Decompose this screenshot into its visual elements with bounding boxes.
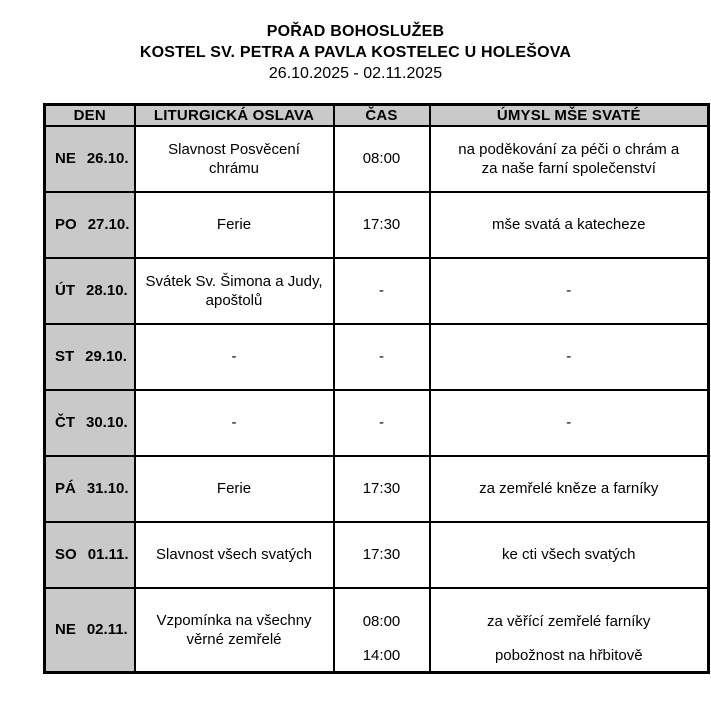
celebration-cell: -	[135, 324, 334, 390]
time-cell: -	[334, 324, 430, 390]
day-cell	[45, 588, 135, 673]
col-header-cas: ČAS	[334, 105, 430, 126]
celebration-cell: Svátek Sv. Šimona a Judy, apoštolů	[135, 258, 334, 324]
day-abbrev: NE	[55, 621, 76, 639]
day-cell	[45, 324, 135, 390]
day-date: 02.11.	[86, 621, 128, 639]
day-cell	[45, 126, 135, 192]
time-cell: 17:30	[334, 522, 430, 588]
col-header-umysl: ÚMYSL MŠE SVATÉ	[430, 105, 709, 126]
day-abbrev: SO	[55, 546, 77, 563]
col-header-liturgicka-oslava: LITURGICKÁ OSLAVA	[135, 105, 334, 126]
day-date: 01.11.	[87, 546, 129, 563]
celebration-cell: Slavnost Posvěcení chrámu	[135, 126, 334, 192]
day-cell	[45, 390, 135, 456]
intention-cell: -	[430, 324, 709, 390]
intention-second: pobožnost na hřbitově	[494, 647, 643, 665]
celebration-cell: Slavnost všech svatých	[135, 522, 334, 588]
day-cell	[45, 456, 135, 522]
day-abbrev: ÚT	[55, 282, 75, 299]
day-date: 30.10.	[86, 414, 128, 431]
table-row	[45, 456, 709, 522]
time-cell: -	[334, 390, 430, 456]
day-abbrev: ČT	[55, 414, 75, 431]
day-abbrev: PO	[55, 216, 77, 233]
intention-cell	[430, 588, 709, 673]
table-row	[45, 324, 709, 390]
day-date: 26.10.	[86, 150, 129, 167]
document-header	[0, 0, 711, 84]
time-first: 08:00	[362, 613, 401, 631]
table-row	[45, 192, 709, 258]
intention-cell: ke cti všech svatých	[430, 522, 709, 588]
day-cell	[45, 522, 135, 588]
table-row	[45, 126, 709, 192]
celebration-cell: Ferie	[135, 192, 334, 258]
time-cell: 08:00	[334, 126, 430, 192]
day-date: 28.10.	[86, 282, 128, 299]
header-row	[45, 105, 709, 126]
time-cell: 17:30	[334, 192, 430, 258]
page-subtitle: KOSTEL SV. PETRA A PAVLA KOSTELEC U HOLEŠOVA	[139, 44, 572, 61]
time-cell	[334, 588, 430, 673]
table-row	[45, 588, 709, 673]
time-cell: -	[334, 258, 430, 324]
schedule-table	[43, 103, 710, 674]
day-date: 29.10.	[85, 348, 127, 365]
time-second: 14:00	[362, 647, 401, 665]
intention-cell: za zemřelé kněze a farníky	[430, 456, 709, 522]
page-title: POŘAD BOHOSLUŽEB	[266, 23, 445, 40]
intention-cell: na poděkování za péči o chrám a za naše farní společenství	[430, 126, 709, 192]
day-abbrev: NE	[55, 150, 76, 167]
time-cell: 17:30	[334, 456, 430, 522]
celebration-cell: -	[135, 390, 334, 456]
intention-cell: mše svatá a katecheze	[430, 192, 709, 258]
day-cell	[45, 258, 135, 324]
day-abbrev: PÁ	[55, 480, 76, 497]
table-row	[45, 522, 709, 588]
day-abbrev: ST	[55, 348, 75, 365]
celebration-cell: Ferie	[135, 456, 334, 522]
col-header-den: DEN	[45, 105, 135, 126]
intention-first: za věřící zemřelé farníky	[487, 613, 651, 631]
table-row	[45, 258, 709, 324]
day-cell	[45, 192, 135, 258]
intention-cell: -	[430, 390, 709, 456]
celebration-cell: Vzpomínka na všechny věrné zemřelé	[135, 588, 334, 673]
intention-cell: -	[430, 258, 709, 324]
date-range: 26.10.2025 - 02.11.2025	[268, 65, 443, 82]
table-row	[45, 390, 709, 456]
day-date: 31.10.	[86, 480, 129, 497]
day-date: 27.10.	[87, 216, 130, 233]
